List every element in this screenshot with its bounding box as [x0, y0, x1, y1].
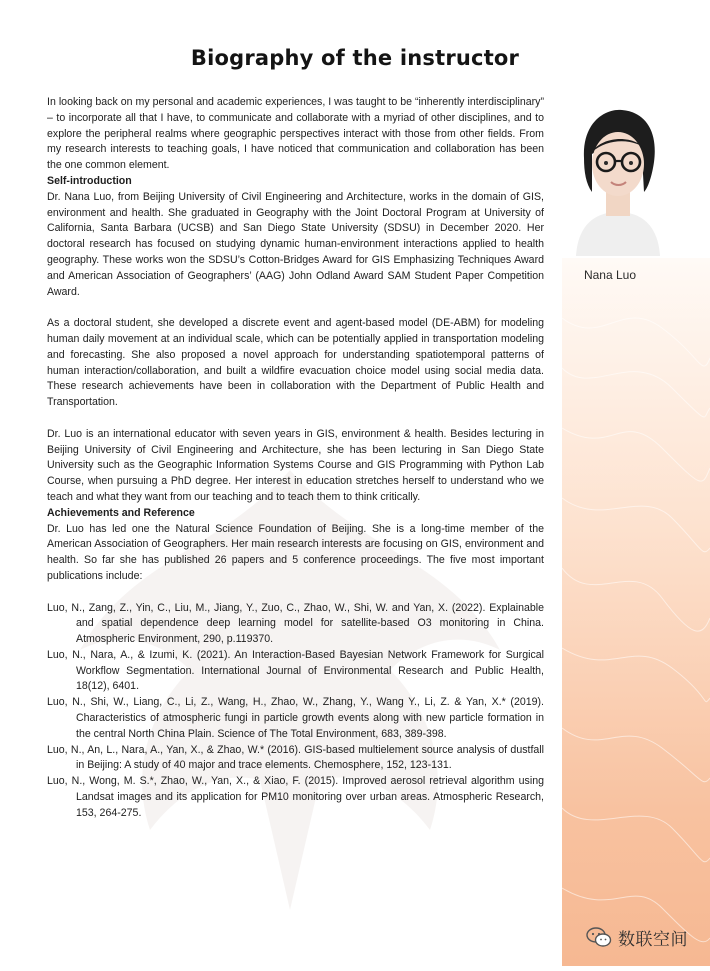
self-intro-paragraph-2: As a doctoral student, she developed a discrete event and agent-based model (DE-ABM) for modeling human daily movement at an individual scale, which can be potentially applied in transportation modeling and forecasting. She also proposed a novel approach for understanding spatiotemporal patterns of human interaction/collaboration, and built a wildfire evacuation choice model using social media data. These research achievements have been in collaboration with the Department of Public Health and Transportation. [47, 317, 544, 409]
reference-item: Luo, N., Shi, W., Liang, C., Li, Z., Wang, H., Zhao, W., Zhang, Y., Wang Y., Li, Z. & Yan, X.* (2019). Characteristics of atmospheric fungi in particle growth events along with new particle formation in the central North China Plain. Science of The Total Environment, 683, 389-398. [47, 696, 544, 740]
reference-item: Luo, N., Nara, A., & Izumi, K. (2021). An Interaction-Based Bayesian Network Framework for Surgical Workflow Segmentation. International Journal of Environmental Research and Public Health, 18(12), 6401. [47, 648, 544, 693]
self-introduction-heading: Self-introduction [47, 174, 132, 187]
photo-caption: Nana Luo [583, 268, 637, 282]
portrait-photo-icon [562, 96, 674, 256]
brand-footer [586, 924, 688, 950]
reference-item: Luo, N., Wong, M. S.*, Zhao, W., Yan, X., & Xiao, F. (2015). Improved aerosol retrieval algorithm using Landsat images and its application for PM10 monitoring over urban areas. Atmospheric Research, 153, 264-275. [47, 775, 544, 819]
achievements-heading: Achievements and Reference [47, 506, 195, 519]
reference-item: Luo, N., Zang, Z., Yin, C., Liu, M., Jiang, Y., Zuo, C., Zhao, W., Shi, W. and Yan, X. (2022). Explainable and spatial dependence deep learning model for satellite-based O3 monitoring in China. Atmospheric Environment, 290, p.119370. [47, 601, 544, 646]
wechat-icon [586, 926, 612, 948]
contour-lines-pattern [562, 258, 710, 966]
decorative-side-band [562, 258, 710, 966]
instructor-portrait [562, 96, 674, 256]
page-title: Biography of the instructor [190, 46, 520, 70]
reference-list [47, 601, 544, 822]
biography-body [47, 95, 544, 822]
self-intro-paragraph-3: Dr. Luo is an international educator with seven years in GIS, environment & health. Besides lecturing in Beijing University of Civil Engineering and Architecture, she has been lecturing in San Diego State University such as the Geographic Information Systems Course and GIS Programming with Python Lab Course, when pursuing a PhD degree. Her interest in education stretches herself to understand who we teach and what they want from our teaching and to teach them to think critically. [47, 427, 544, 503]
brand-text: 数联空间 [618, 929, 688, 949]
intro-paragraph: In looking back on my personal and academic experiences, I was taught to be “inherently interdisciplinary” – to incorporate all that I have, to communicate and collaborate with a myriad of other disciplines, and to explore the peripheral realms where geographic perspectives interact with those from other fields. From my research interests to teaching goals, I have noticed that communication and collaboration has been the one common element. [47, 96, 544, 172]
reference-item: Luo, N., An, L., Nara, A., Yan, X., & Zhao, W.* (2016). GIS-based multielement source analysis of dustfall in Beijing: A study of 40 major and trace elements. Chemosphere, 152, 123-131. [47, 743, 544, 772]
achievements-paragraph: Dr. Luo has led one the Natural Science Foundation of Beijing. She is a long-time member of the American Association of Geographers. Her main research interests are focusing on GIS, environment and health. So far she has published 26 papers and 5 conference proceedings. The five most important publications include: [47, 522, 544, 582]
self-intro-paragraph-1: Dr. Nana Luo, from Beijing University of Civil Engineering and Architecture, works in the domain of GIS, environment and health. She graduated in Geography with the Joint Doctoral Program at University of California, Santa Barbara (UCSB) and San Diego State University (SDSU) in December 2020. Her doctoral research has focused on studying dynamic human-environment interactions applied to health geography. These works won the SDSU’s Cotton-Bridges Award for GIS Emphasizing Techniques Award and American Association of Geographers’ (AAG) John Odland Award SAM Student Paper Competition Award. [47, 190, 544, 298]
